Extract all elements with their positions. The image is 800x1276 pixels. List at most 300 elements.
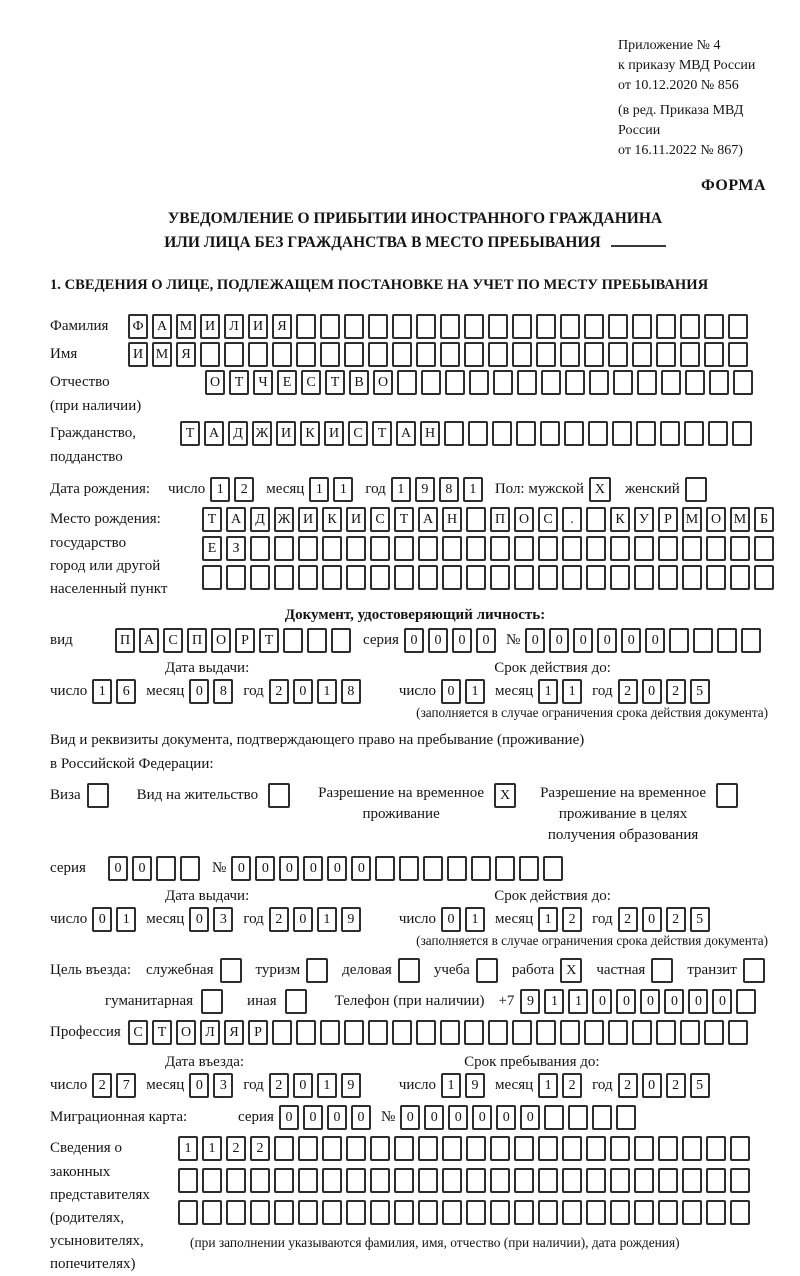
purpose-study-checkbox[interactable]	[476, 958, 498, 983]
form-cell[interactable]	[536, 342, 556, 367]
form-cell[interactable]	[586, 1200, 606, 1225]
form-cell[interactable]	[370, 536, 390, 561]
form-cell[interactable]: 0	[664, 989, 684, 1014]
form-cell[interactable]	[728, 342, 748, 367]
form-cell[interactable]	[464, 1020, 484, 1045]
form-cell[interactable]: Я	[272, 314, 292, 339]
form-cell[interactable]	[544, 1105, 564, 1130]
form-cell[interactable]: 1	[178, 1136, 198, 1161]
form-cell[interactable]: 1	[538, 679, 558, 704]
form-cell[interactable]	[440, 1020, 460, 1045]
form-cell[interactable]	[634, 536, 654, 561]
form-cell[interactable]	[634, 1168, 654, 1193]
form-cell[interactable]	[202, 565, 222, 590]
form-cell[interactable]	[416, 342, 436, 367]
form-cell[interactable]: С	[370, 507, 390, 532]
form-cell[interactable]: С	[538, 507, 558, 532]
form-cell[interactable]	[495, 856, 515, 881]
form-cell[interactable]	[706, 536, 726, 561]
form-cell[interactable]	[538, 1136, 558, 1161]
form-cell[interactable]: 0	[189, 1073, 209, 1098]
form-cell[interactable]: 0	[616, 989, 636, 1014]
form-cell[interactable]: 1	[309, 477, 329, 502]
form-cell[interactable]: И	[128, 342, 148, 367]
form-cell[interactable]: О	[706, 507, 726, 532]
form-cell[interactable]	[516, 421, 536, 446]
form-cell[interactable]	[730, 1168, 750, 1193]
form-cell[interactable]: 2	[269, 907, 289, 932]
form-cell[interactable]	[346, 536, 366, 561]
form-cell[interactable]: Р	[658, 507, 678, 532]
form-cell[interactable]	[634, 565, 654, 590]
form-cell[interactable]: 0	[293, 907, 313, 932]
form-cell[interactable]	[469, 370, 489, 395]
form-cell[interactable]: 1	[333, 477, 353, 502]
form-cell[interactable]	[440, 342, 460, 367]
form-cell[interactable]	[754, 565, 774, 590]
form-cell[interactable]	[416, 1020, 436, 1045]
form-cell[interactable]: А	[152, 314, 172, 339]
form-cell[interactable]	[568, 1105, 588, 1130]
form-cell[interactable]	[370, 565, 390, 590]
form-cell[interactable]	[180, 856, 200, 881]
form-cell[interactable]: 1	[562, 679, 582, 704]
form-cell[interactable]	[656, 342, 676, 367]
form-cell[interactable]	[392, 1020, 412, 1045]
form-cell[interactable]: 6	[116, 679, 136, 704]
form-cell[interactable]	[418, 1200, 438, 1225]
form-cell[interactable]	[156, 856, 176, 881]
form-cell[interactable]: 9	[520, 989, 540, 1014]
form-cell[interactable]: Ж	[274, 507, 294, 532]
form-cell[interactable]	[296, 314, 316, 339]
form-cell[interactable]: И	[298, 507, 318, 532]
form-cell[interactable]	[466, 1168, 486, 1193]
form-cell[interactable]	[632, 314, 652, 339]
form-cell[interactable]	[730, 1136, 750, 1161]
form-cell[interactable]	[536, 314, 556, 339]
form-cell[interactable]	[538, 1168, 558, 1193]
form-cell[interactable]: 1	[317, 907, 337, 932]
form-cell[interactable]: О	[176, 1020, 196, 1045]
form-cell[interactable]	[682, 1200, 702, 1225]
form-cell[interactable]	[320, 314, 340, 339]
form-cell[interactable]: С	[163, 628, 183, 653]
form-cell[interactable]: 5	[690, 679, 710, 704]
form-cell[interactable]	[658, 1136, 678, 1161]
form-cell[interactable]	[200, 342, 220, 367]
form-cell[interactable]: 1	[317, 1073, 337, 1098]
form-cell[interactable]: 3	[213, 907, 233, 932]
form-cell[interactable]	[399, 856, 419, 881]
form-cell[interactable]	[562, 565, 582, 590]
form-cell[interactable]: 0	[400, 1105, 420, 1130]
form-cell[interactable]: 2	[618, 907, 638, 932]
form-cell[interactable]	[616, 1105, 636, 1130]
form-cell[interactable]: 1	[210, 477, 230, 502]
form-cell[interactable]: П	[490, 507, 510, 532]
form-cell[interactable]	[466, 565, 486, 590]
form-cell[interactable]: 0	[108, 856, 128, 881]
form-cell[interactable]: Л	[200, 1020, 220, 1045]
form-cell[interactable]: 0	[303, 856, 323, 881]
form-cell[interactable]	[375, 856, 395, 881]
form-cell[interactable]	[717, 628, 737, 653]
form-cell[interactable]	[680, 314, 700, 339]
form-cell[interactable]: Д	[228, 421, 248, 446]
form-cell[interactable]	[250, 565, 270, 590]
form-cell[interactable]: 0	[303, 1105, 323, 1130]
form-cell[interactable]: 0	[642, 679, 662, 704]
form-cell[interactable]: О	[514, 507, 534, 532]
purpose-tourism-checkbox[interactable]	[306, 958, 328, 983]
form-cell[interactable]: 2	[562, 1073, 582, 1098]
form-cell[interactable]: 2	[234, 477, 254, 502]
form-cell[interactable]	[307, 628, 327, 653]
form-cell[interactable]	[444, 421, 464, 446]
form-cell[interactable]: 1	[463, 477, 483, 502]
form-cell[interactable]	[298, 1200, 318, 1225]
form-cell[interactable]: .	[562, 507, 582, 532]
form-cell[interactable]	[685, 370, 705, 395]
form-cell[interactable]	[732, 421, 752, 446]
form-cell[interactable]	[178, 1168, 198, 1193]
form-cell[interactable]	[536, 1020, 556, 1045]
form-cell[interactable]: К	[322, 507, 342, 532]
form-cell[interactable]: 9	[341, 1073, 361, 1098]
form-cell[interactable]	[274, 536, 294, 561]
form-cell[interactable]	[224, 342, 244, 367]
form-cell[interactable]	[656, 314, 676, 339]
form-cell[interactable]	[754, 536, 774, 561]
form-cell[interactable]: 0	[404, 628, 424, 653]
form-cell[interactable]	[610, 1136, 630, 1161]
form-cell[interactable]	[512, 1020, 532, 1045]
form-cell[interactable]	[320, 1020, 340, 1045]
form-cell[interactable]: 2	[618, 679, 638, 704]
form-cell[interactable]	[682, 565, 702, 590]
form-cell[interactable]	[418, 1136, 438, 1161]
form-cell[interactable]	[322, 536, 342, 561]
form-cell[interactable]	[226, 1200, 246, 1225]
form-cell[interactable]: 0	[472, 1105, 492, 1130]
form-cell[interactable]	[636, 421, 656, 446]
form-cell[interactable]: 8	[341, 679, 361, 704]
form-cell[interactable]: 0	[351, 856, 371, 881]
form-cell[interactable]	[658, 536, 678, 561]
form-cell[interactable]	[704, 314, 724, 339]
form-cell[interactable]	[634, 1200, 654, 1225]
form-cell[interactable]	[613, 370, 633, 395]
form-cell[interactable]: 2	[666, 1073, 686, 1098]
form-cell[interactable]	[274, 1136, 294, 1161]
form-cell[interactable]	[178, 1200, 198, 1225]
form-cell[interactable]	[610, 536, 630, 561]
form-cell[interactable]	[709, 370, 729, 395]
form-cell[interactable]: Б	[754, 507, 774, 532]
form-cell[interactable]: 7	[116, 1073, 136, 1098]
form-cell[interactable]	[658, 1200, 678, 1225]
form-cell[interactable]: 0	[424, 1105, 444, 1130]
form-cell[interactable]	[684, 421, 704, 446]
form-cell[interactable]	[660, 421, 680, 446]
form-cell[interactable]: 0	[255, 856, 275, 881]
form-cell[interactable]	[682, 1136, 702, 1161]
form-cell[interactable]: 8	[439, 477, 459, 502]
form-cell[interactable]: 1	[92, 679, 112, 704]
form-cell[interactable]: 5	[690, 1073, 710, 1098]
form-cell[interactable]: Ж	[252, 421, 272, 446]
form-cell[interactable]	[490, 1168, 510, 1193]
form-cell[interactable]: А	[226, 507, 246, 532]
form-cell[interactable]	[464, 342, 484, 367]
form-cell[interactable]	[392, 314, 412, 339]
form-cell[interactable]: О	[205, 370, 225, 395]
form-cell[interactable]	[584, 342, 604, 367]
form-cell[interactable]	[346, 565, 366, 590]
form-cell[interactable]: Я	[224, 1020, 244, 1045]
form-cell[interactable]	[466, 1136, 486, 1161]
purpose-other-checkbox[interactable]	[285, 989, 307, 1014]
form-cell[interactable]: М	[730, 507, 750, 532]
form-cell[interactable]	[226, 565, 246, 590]
form-cell[interactable]: Ч	[253, 370, 273, 395]
form-cell[interactable]	[514, 1136, 534, 1161]
form-cell[interactable]	[322, 565, 342, 590]
form-cell[interactable]	[704, 1020, 724, 1045]
form-cell[interactable]: И	[200, 314, 220, 339]
form-cell[interactable]	[562, 536, 582, 561]
form-cell[interactable]	[682, 536, 702, 561]
form-cell[interactable]: О	[211, 628, 231, 653]
form-cell[interactable]	[608, 1020, 628, 1045]
form-cell[interactable]: 9	[415, 477, 435, 502]
form-cell[interactable]	[562, 1168, 582, 1193]
form-cell[interactable]: 1	[391, 477, 411, 502]
form-cell[interactable]: 0	[688, 989, 708, 1014]
form-cell[interactable]	[392, 342, 412, 367]
form-cell[interactable]: 2	[618, 1073, 638, 1098]
purpose-transit-checkbox[interactable]	[743, 958, 765, 983]
visa-checkbox[interactable]	[87, 783, 109, 808]
form-cell[interactable]: 2	[666, 679, 686, 704]
form-cell[interactable]	[610, 1200, 630, 1225]
form-cell[interactable]	[344, 314, 364, 339]
form-cell[interactable]: 9	[341, 907, 361, 932]
form-cell[interactable]: 3	[213, 1073, 233, 1098]
form-cell[interactable]: Р	[248, 1020, 268, 1045]
form-cell[interactable]	[538, 536, 558, 561]
form-cell[interactable]	[421, 370, 441, 395]
residence-permit-checkbox[interactable]	[268, 783, 290, 808]
form-cell[interactable]	[283, 628, 303, 653]
form-cell[interactable]: 1	[544, 989, 564, 1014]
form-cell[interactable]: А	[139, 628, 159, 653]
form-cell[interactable]	[733, 370, 753, 395]
form-cell[interactable]: 0	[132, 856, 152, 881]
form-cell[interactable]	[466, 1200, 486, 1225]
form-cell[interactable]: Т	[229, 370, 249, 395]
form-cell[interactable]	[344, 1020, 364, 1045]
form-cell[interactable]: 0	[231, 856, 251, 881]
form-cell[interactable]: 2	[269, 1073, 289, 1098]
form-cell[interactable]	[423, 856, 443, 881]
form-cell[interactable]	[584, 314, 604, 339]
form-cell[interactable]	[490, 565, 510, 590]
purpose-work-checkbox[interactable]: X	[560, 958, 582, 983]
form-cell[interactable]: М	[152, 342, 172, 367]
form-cell[interactable]: 0	[597, 628, 617, 653]
form-cell[interactable]	[488, 342, 508, 367]
purpose-official-checkbox[interactable]	[220, 958, 242, 983]
form-cell[interactable]: 0	[189, 679, 209, 704]
form-cell[interactable]	[320, 342, 340, 367]
form-cell[interactable]	[634, 1136, 654, 1161]
form-cell[interactable]: Л	[224, 314, 244, 339]
form-cell[interactable]	[562, 1200, 582, 1225]
form-cell[interactable]	[730, 565, 750, 590]
form-cell[interactable]: 1	[568, 989, 588, 1014]
form-cell[interactable]	[560, 1020, 580, 1045]
form-cell[interactable]	[274, 565, 294, 590]
form-cell[interactable]	[730, 1200, 750, 1225]
form-cell[interactable]: С	[128, 1020, 148, 1045]
form-cell[interactable]: А	[204, 421, 224, 446]
form-cell[interactable]	[610, 1168, 630, 1193]
form-cell[interactable]: М	[682, 507, 702, 532]
form-cell[interactable]: 5	[690, 907, 710, 932]
form-cell[interactable]	[741, 628, 761, 653]
form-cell[interactable]	[394, 1136, 414, 1161]
purpose-private-checkbox[interactable]	[651, 958, 673, 983]
form-cell[interactable]	[517, 370, 537, 395]
form-cell[interactable]	[608, 342, 628, 367]
form-cell[interactable]	[514, 1168, 534, 1193]
form-cell[interactable]: 0	[640, 989, 660, 1014]
form-cell[interactable]: 0	[712, 989, 732, 1014]
form-cell[interactable]: 0	[476, 628, 496, 653]
form-cell[interactable]	[512, 314, 532, 339]
form-cell[interactable]	[564, 421, 584, 446]
form-cell[interactable]: Я	[176, 342, 196, 367]
form-cell[interactable]	[512, 342, 532, 367]
form-cell[interactable]: 0	[520, 1105, 540, 1130]
form-cell[interactable]	[466, 507, 486, 532]
form-cell[interactable]	[586, 1168, 606, 1193]
form-cell[interactable]	[514, 536, 534, 561]
form-cell[interactable]	[706, 1200, 726, 1225]
form-cell[interactable]	[442, 536, 462, 561]
form-cell[interactable]: З	[226, 536, 246, 561]
form-cell[interactable]: С	[301, 370, 321, 395]
form-cell[interactable]	[445, 370, 465, 395]
form-cell[interactable]: Д	[250, 507, 270, 532]
form-cell[interactable]: 0	[327, 1105, 347, 1130]
form-cell[interactable]: 0	[293, 1073, 313, 1098]
form-cell[interactable]	[708, 421, 728, 446]
form-cell[interactable]: Т	[325, 370, 345, 395]
form-cell[interactable]: Н	[420, 421, 440, 446]
form-cell[interactable]	[658, 565, 678, 590]
form-cell[interactable]	[416, 314, 436, 339]
form-cell[interactable]	[394, 1168, 414, 1193]
form-cell[interactable]	[442, 565, 462, 590]
form-cell[interactable]	[346, 1200, 366, 1225]
form-cell[interactable]: 2	[226, 1136, 246, 1161]
form-cell[interactable]	[202, 1200, 222, 1225]
form-cell[interactable]	[442, 1136, 462, 1161]
form-cell[interactable]: 9	[465, 1073, 485, 1098]
form-cell[interactable]	[397, 370, 417, 395]
form-cell[interactable]	[728, 1020, 748, 1045]
form-cell[interactable]	[272, 1020, 292, 1045]
form-cell[interactable]	[250, 1168, 270, 1193]
form-cell[interactable]	[368, 314, 388, 339]
form-cell[interactable]: 0	[496, 1105, 516, 1130]
temp-residence-education-checkbox[interactable]	[716, 783, 738, 808]
form-cell[interactable]	[730, 536, 750, 561]
form-cell[interactable]: 1	[116, 907, 136, 932]
form-cell[interactable]	[560, 342, 580, 367]
form-cell[interactable]: 1	[317, 679, 337, 704]
purpose-humanitarian-checkbox[interactable]	[201, 989, 223, 1014]
form-cell[interactable]	[394, 1200, 414, 1225]
form-cell[interactable]	[471, 856, 491, 881]
form-cell[interactable]: П	[115, 628, 135, 653]
form-cell[interactable]: Р	[235, 628, 255, 653]
form-cell[interactable]	[274, 1200, 294, 1225]
form-cell[interactable]	[519, 856, 539, 881]
form-cell[interactable]	[322, 1200, 342, 1225]
form-cell[interactable]: П	[187, 628, 207, 653]
form-cell[interactable]: 1	[538, 1073, 558, 1098]
form-cell[interactable]	[586, 1136, 606, 1161]
form-cell[interactable]	[608, 314, 628, 339]
form-cell[interactable]	[368, 1020, 388, 1045]
form-cell[interactable]	[736, 989, 756, 1014]
form-cell[interactable]	[298, 565, 318, 590]
form-cell[interactable]: И	[276, 421, 296, 446]
form-cell[interactable]	[490, 1136, 510, 1161]
form-cell[interactable]	[298, 1136, 318, 1161]
form-cell[interactable]	[440, 314, 460, 339]
form-cell[interactable]: 0	[645, 628, 665, 653]
form-cell[interactable]	[493, 370, 513, 395]
form-cell[interactable]: Т	[180, 421, 200, 446]
form-cell[interactable]	[344, 342, 364, 367]
form-cell[interactable]: 1	[202, 1136, 222, 1161]
form-cell[interactable]: М	[176, 314, 196, 339]
form-cell[interactable]	[682, 1168, 702, 1193]
form-cell[interactable]: 0	[441, 679, 461, 704]
form-cell[interactable]	[296, 1020, 316, 1045]
form-cell[interactable]: 1	[465, 907, 485, 932]
form-cell[interactable]: 2	[269, 679, 289, 704]
form-cell[interactable]: 0	[351, 1105, 371, 1130]
form-cell[interactable]: И	[248, 314, 268, 339]
form-cell[interactable]: Т	[372, 421, 392, 446]
form-cell[interactable]: 2	[666, 907, 686, 932]
form-cell[interactable]: 0	[642, 1073, 662, 1098]
form-cell[interactable]	[468, 421, 488, 446]
form-cell[interactable]: 0	[327, 856, 347, 881]
form-cell[interactable]: К	[610, 507, 630, 532]
form-cell[interactable]	[592, 1105, 612, 1130]
form-cell[interactable]	[538, 1200, 558, 1225]
form-cell[interactable]	[490, 1200, 510, 1225]
form-cell[interactable]: Т	[259, 628, 279, 653]
form-cell[interactable]: 0	[92, 907, 112, 932]
